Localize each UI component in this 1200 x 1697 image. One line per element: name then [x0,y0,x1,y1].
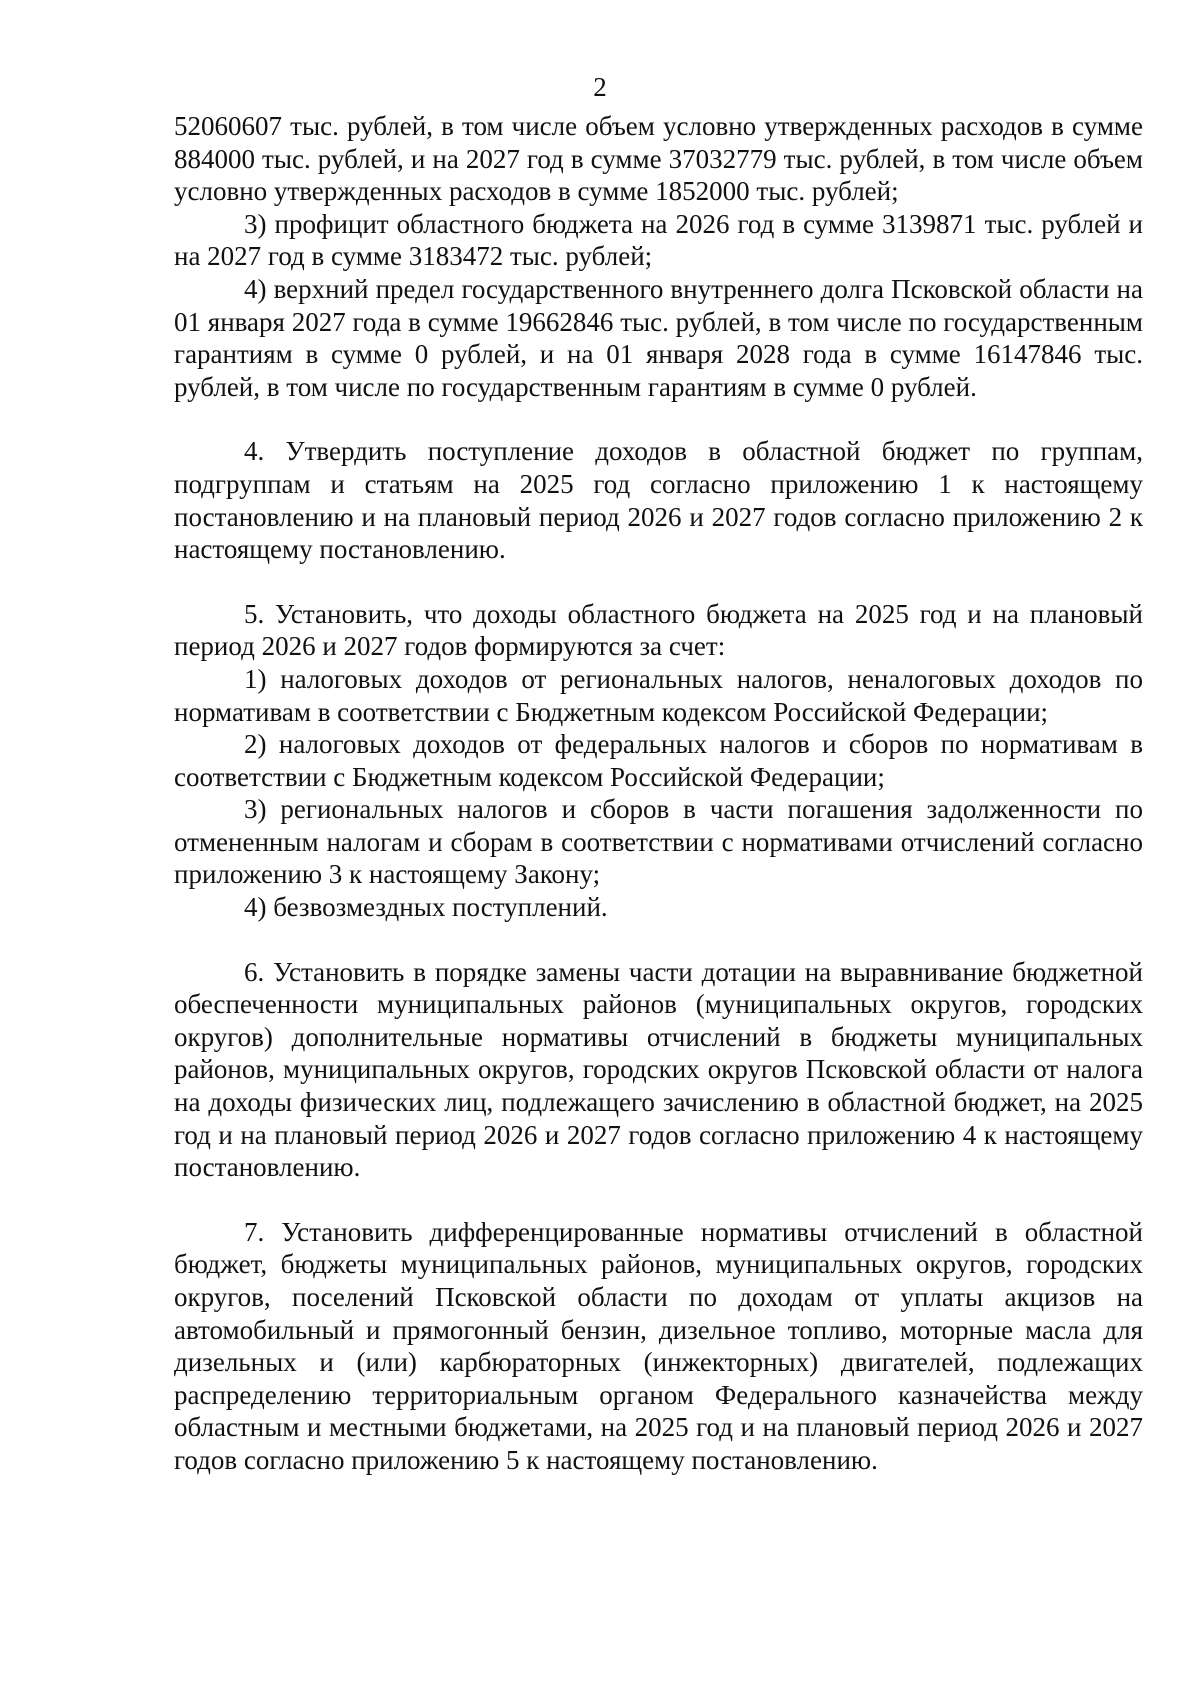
paragraph-item-5-sub-4: 4) безвозмездных поступлений. [244,892,608,923]
paragraph-item-4: 4. Утвердить поступление доходов в областной бюджет по группам, подгруппам и статьям на 2025 год согласно приложению 1 к настоящему постановлению и на плановый период 2026 и 2027 годов согласно приложению 2 к настоящему постановлению. [174,436,1143,565]
document-body [174,110,1143,1477]
paragraph-item-5-sub-2: 2) налоговых доходов от федеральных налогов и сборов по нормативам в соответствии с Бюджетным кодексом Российской Федерации; [174,729,1143,792]
paragraph-expenditure-continuation: 52060607 тыс. рублей, в том числе объем условно утвержденных расходов в сумме 884000 тыс. рублей, и на 2027 год в сумме 37032779 тыс. рублей, в том числе объем условно утвержденных расходов в сумме 1852000 тыс. рублей; [174,111,1143,207]
paragraph-item-5-sub-3: 3) региональных налогов и сборов в части погашения задолженности по отмененным налогам и сборам в соответствии с нормативами отчислений согласно приложению 3 к настоящему Закону; [174,794,1143,890]
page-number: 2 [593,72,607,102]
paragraph-debt-limit: 4) верхний предел государственного внутреннего долга Псковской области на 01 января 2027 года в сумме 19662846 тыс. рублей, в том числе по государственным гарантиям в сумме 0 рублей, и на 01 января 2028 года в сумме 16147846 тыс. рублей, в том числе по государственным гарантиям в сумме 0 рублей. [174,273,1143,402]
paragraph-item-5-sub-1: 1) налоговых доходов от региональных налогов, неналоговых доходов по нормативам в соответствии с Бюджетным кодексом Российской Федерации; [174,663,1143,727]
paragraph-item-5: 5. Установить, что доходы областного бюджета на 2025 год и на плановый период 2026 и 2027 годов формируются за счет: [174,598,1143,662]
paragraph-item-6: 6. Установить в порядке замены части дотации на выравнивание бюджетной обеспеченности муниципальных районов (муниципальных округов, городских округов) дополнительные нормативы отчислений в бюджеты муниципальных районов, муниципальных округов, городских округов Псковской области от налога на доходы физических лиц, подлежащего зачислению в областной бюджет, на 2025 год и на плановый период 2026 и 2027 годов согласно приложению 4 к настоящему постановлению. [174,956,1143,1183]
paragraph-budget-surplus: 3) профицит областного бюджета на 2026 год в сумме 3139871 тыс. рублей и на 2027 год в сумме 3183472 тыс. рублей; [174,208,1143,272]
paragraph-item-7: 7. Установить дифференцированные нормативы отчислений в областной бюджет, бюджеты муниципальных районов, муниципальных округов, городских округов, поселений Псковской области по доходам от уплаты акцизов на автомобильный и прямогонный бензин, дизельное топливо, моторные масла для дизельных и (или) карбюраторных (инжекторных) двигателей, подлежащих распределению территориальным органом Федерального казначейства между областным и местными бюджетами, на 2025 год и на плановый период 2026 и 2027 годов согласно приложению 5 к настоящему постановлению. [174,1216,1143,1475]
